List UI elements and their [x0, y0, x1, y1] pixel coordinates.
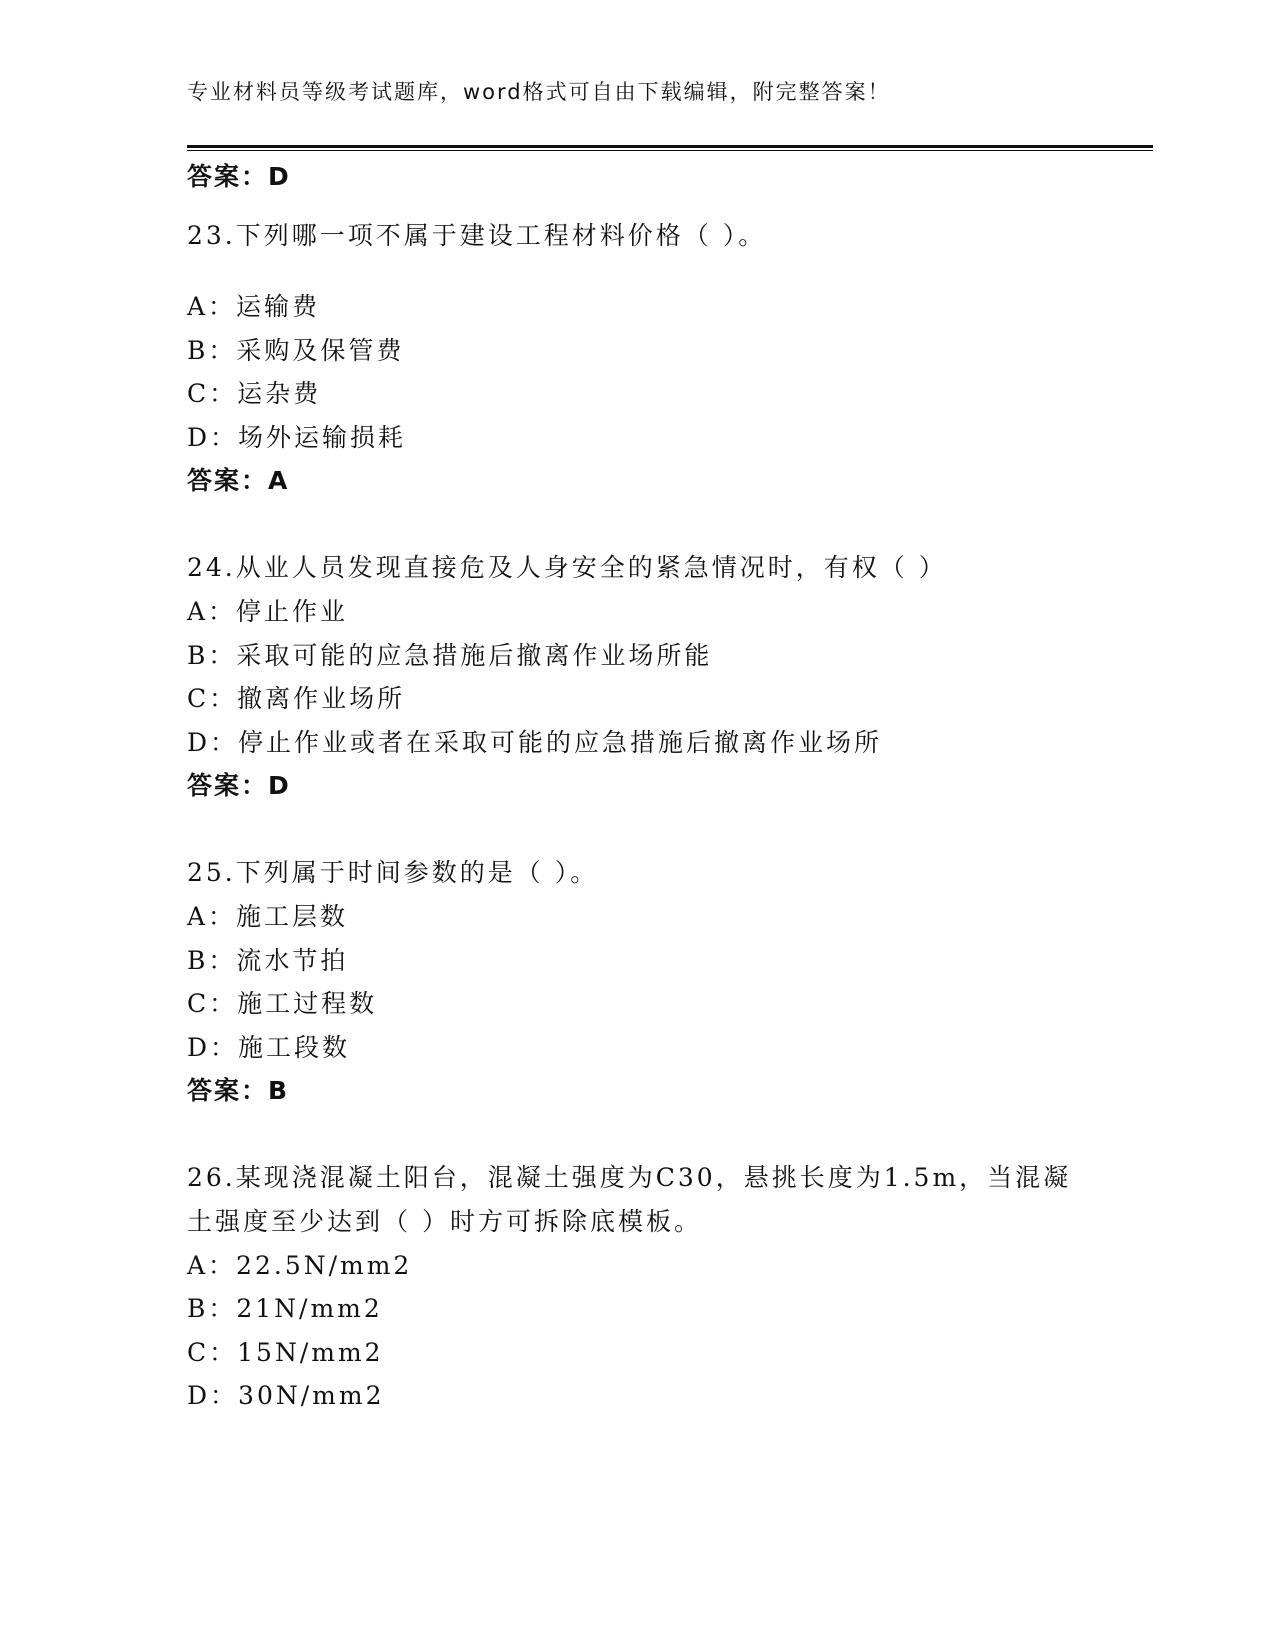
- option-26-a: A：22.5N/mm2: [187, 1251, 413, 1280]
- option-23-b: B：采购及保管费: [187, 336, 405, 365]
- option-23-a: A：运输费: [187, 292, 321, 321]
- option-25-b: B：流水节拍: [187, 946, 349, 975]
- answer-23: 答案：A: [187, 466, 290, 495]
- page-header: 专业材料员等级考试题库，word格式可自由下载编辑，附完整答案！: [187, 80, 891, 104]
- question-26-line2: 土强度至少达到（ ）时方可拆除底模板。: [187, 1207, 702, 1236]
- answer-24: 答案：D: [187, 771, 291, 800]
- option-25-d: D：施工段数: [187, 1033, 351, 1062]
- header-divider-thick: [187, 145, 1153, 148]
- option-24-b: B：采取可能的应急措施后撤离作业场所能: [187, 641, 713, 670]
- option-25-a: A：施工层数: [187, 902, 349, 931]
- answer-prev: 答案：D: [187, 162, 291, 191]
- header-divider-thin: [187, 150, 1153, 151]
- question-26-line1: 26.某现浇混凝土阳台，混凝土强度为C30，悬挑长度为1.5m，当混凝: [187, 1163, 1072, 1192]
- question-25: 25.下列属于时间参数的是（ ）。: [187, 858, 599, 887]
- option-23-d: D：场外运输损耗: [187, 423, 407, 452]
- answer-25: 答案：B: [187, 1076, 290, 1105]
- question-24: 24.从业人员发现直接危及人身安全的紧急情况时，有权（ ）: [187, 553, 947, 582]
- option-24-a: A：停止作业: [187, 597, 349, 626]
- option-24-c: C：撤离作业场所: [187, 684, 406, 713]
- option-23-c: C：运杂费: [187, 379, 322, 408]
- option-26-b: B：21N/mm2: [187, 1294, 383, 1323]
- question-23: 23.下列哪一项不属于建设工程材料价格（ ）。: [187, 221, 767, 250]
- option-24-d: D：停止作业或者在采取可能的应急措施后撤离作业场所: [187, 728, 883, 757]
- option-26-c: C：15N/mm2: [187, 1338, 384, 1367]
- option-26-d: D：30N/mm2: [187, 1381, 385, 1410]
- option-25-c: C：施工过程数: [187, 989, 378, 1018]
